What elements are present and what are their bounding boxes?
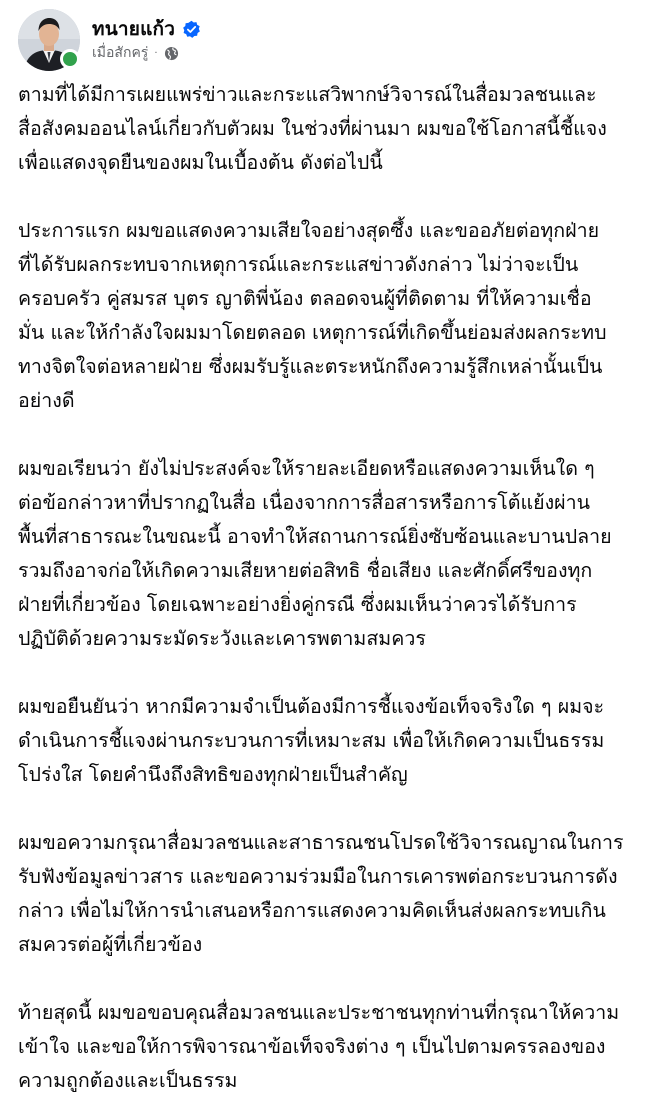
text-line: เข้าใจ และขอให้การพิจารณาข้อเท็จจริงต่าง ๆ เป็นไปตามครรลองของ <box>18 1035 606 1058</box>
text-line: ฝ่ายที่เกี่ยวข้อง โดยเฉพาะอย่างยิ่งคู่กรณี ซึ่งผมเห็นว่าควรได้รับการ <box>18 593 577 616</box>
post-paragraph <box>18 452 658 656</box>
text-line: ปฏิบัติด้วยความระมัดระวังและเคารพตามสมควร <box>18 627 426 650</box>
text-line: พื้นที่สาธารณะในขณะนี้ อาจทำให้สถานการณ์ยิ่งซับซ้อนและบานปลาย <box>18 525 612 548</box>
post-meta <box>92 16 201 64</box>
text-line: มั่น และให้กำลังใจผมมาโดยตลอด เหตุการณ์ที่เกิดขึ้นย่อมส่งผลกระทบ <box>18 321 607 344</box>
globe-icon[interactable] <box>164 46 179 61</box>
paragraph-gap <box>18 180 658 214</box>
post-info-row <box>92 42 201 64</box>
text-line: รวมถึงอาจก่อให้เกิดความเสียหายต่อสิทธิ ชื่อเสียง และศักดิ์ศรีของทุก <box>18 559 593 582</box>
text-line: รับฟังข้อมูลข่าวสาร และขอความร่วมมือในการเคารพต่อกระบวนการดัง <box>18 865 618 888</box>
author-row <box>92 16 201 42</box>
post-body <box>18 78 658 1098</box>
paragraph-gap <box>18 962 658 996</box>
paragraph-gap <box>18 792 658 826</box>
post-header <box>18 8 201 72</box>
post-timestamp[interactable]: เมื่อสักครู่ <box>92 45 149 61</box>
text-line: กล่าว เพื่อไม่ให้การนำเสนอหรือการแสดงความคิดเห็นส่งผลกระทบเกิน <box>18 899 606 922</box>
text-line: สื่อสังคมออนไลน์เกี่ยวกับตัวผม ในช่วงที่ผ่านมา ผมขอใช้โอกาสนี้ชี้แจง <box>18 117 607 140</box>
post-paragraph <box>18 826 658 962</box>
text-line: ต่อข้อกล่าวหาที่ปรากฏในสื่อ เนื่องจากการสื่อสารหรือการโต้แย้งผ่าน <box>18 491 591 514</box>
avatar-container[interactable] <box>18 9 80 71</box>
text-line: ตามที่ได้มีการเผยแพร่ข่าวและกระแสวิพากษ์วิจารณ์ในสื่อมวลชนและ <box>18 83 597 106</box>
text-line: ดำเนินการชี้แจงผ่านกระบวนการที่เหมาะสม เพื่อให้เกิดความเป็นธรรม <box>18 729 605 752</box>
paragraph-gap <box>18 418 658 452</box>
text-line: สมควรต่อผู้ที่เกี่ยวข้อง <box>18 933 203 956</box>
meta-separator: · <box>154 47 158 59</box>
post-paragraph <box>18 690 658 792</box>
text-line: ท้ายสุดนี้ ผมขอขอบคุณสื่อมวลชนและประชาชนทุกท่านที่กรุณาให้ความ <box>18 1001 620 1024</box>
text-line: อย่างดี <box>18 389 75 412</box>
paragraph-gap <box>18 656 658 690</box>
author-name[interactable]: ทนายแก้ว <box>92 18 176 40</box>
post-paragraph <box>18 996 658 1098</box>
text-line: โปร่งใส โดยคำนึงถึงสิทธิของทุกฝ่ายเป็นสำคัญ <box>18 763 408 786</box>
text-line: ผมขอเรียนว่า ยังไม่ประสงค์จะให้รายละเอียดหรือแสดงความเห็นใด ๆ <box>18 457 595 480</box>
text-line: ผมขอความกรุณาสื่อมวลชนและสาธารณชนโปรดใช้วิจารณญาณในการ <box>18 831 624 854</box>
text-line: เพื่อแสดงจุดยืนของผมในเบื้องต้น ดังต่อไปนี้ <box>18 151 383 174</box>
post-paragraph <box>18 214 658 418</box>
text-line: ที่ได้รับผลกระทบจากเหตุการณ์และกระแสข่าวดังกล่าว ไม่ว่าจะเป็น <box>18 253 579 276</box>
online-status-dot <box>60 49 80 69</box>
verified-badge-icon <box>182 20 201 39</box>
text-line: ประการแรก ผมขอแสดงความเสียใจอย่างสุดซึ้ง และขออภัยต่อทุกฝ่าย <box>18 219 600 242</box>
post-paragraph <box>18 78 658 180</box>
text-line: ผมขอยืนยันว่า หากมีความจำเป็นต้องมีการชี้แจงข้อเท็จจริงใด ๆ ผมจะ <box>18 695 605 718</box>
text-line: ทางจิตใจต่อหลายฝ่าย ซึ่งผมรับรู้และตระหนักถึงความรู้สึกเหล่านั้นเป็น <box>18 355 603 378</box>
text-line: ครอบครัว คู่สมรส บุตร ญาติพี่น้อง ตลอดจนผู้ที่ติดตาม ที่ให้ความเชื่อ <box>18 287 592 310</box>
text-line: ความถูกต้องและเป็นธรรม <box>18 1069 238 1092</box>
